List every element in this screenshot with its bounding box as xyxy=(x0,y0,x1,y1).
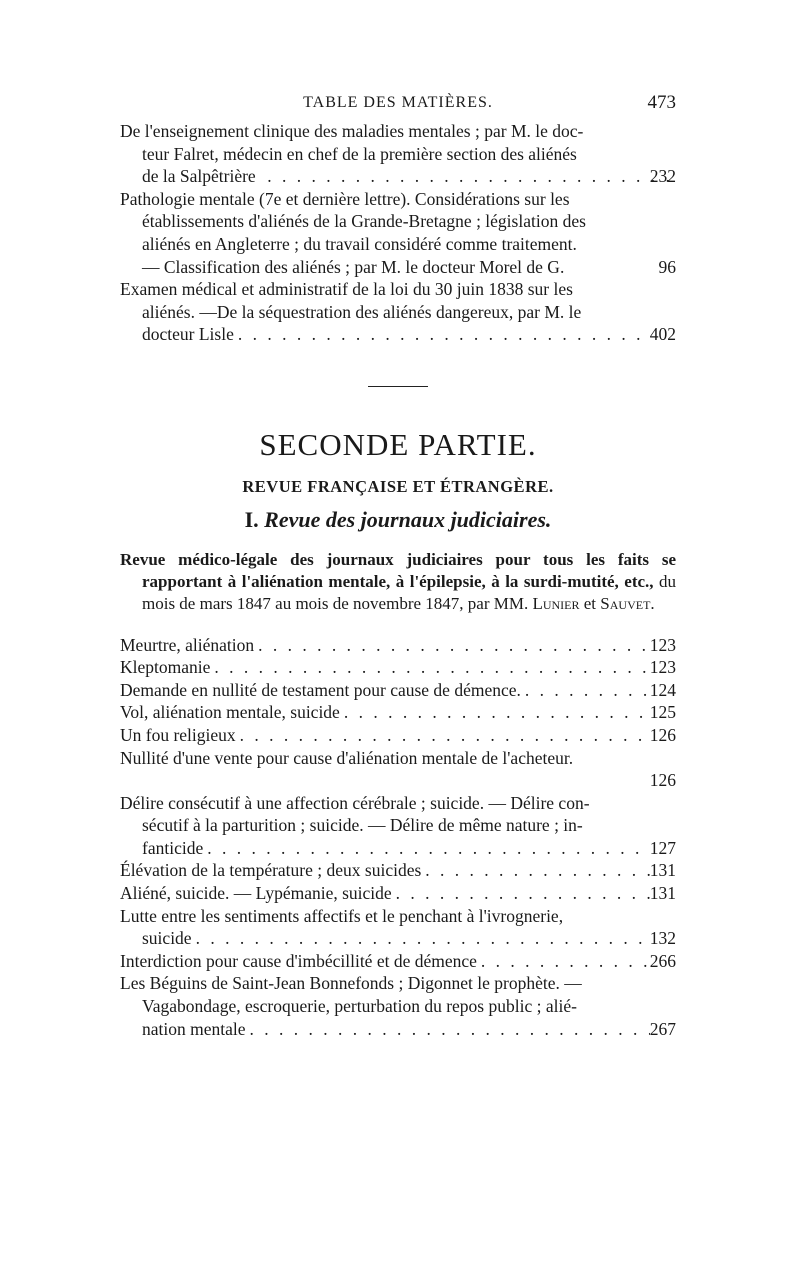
description-bold: Revue médico-légale des journaux judiciaires pour tous les faits se rapportant à l'aliénation mentale, à l'épilepsie, à la surdi-mutité, etc., xyxy=(120,549,676,592)
toc-line: établissements d'aliénés de la Grande-Bretagne ; législation des xyxy=(142,211,586,232)
toc-entry xyxy=(120,634,676,657)
toc-line: teur Falret, médecin en chef de la première section des aliénés xyxy=(142,143,577,164)
toc-line: sécutif à la parturition ; suicide. — Délire de même nature ; in- xyxy=(142,815,583,836)
toc-line-text: Kleptomanie xyxy=(120,657,211,678)
toc-line: De l'enseignement clinique des maladies mentales ; par M. le doc- xyxy=(120,121,584,141)
leader-dots xyxy=(521,679,650,702)
toc-entry xyxy=(120,950,676,973)
leader-dots xyxy=(254,634,650,657)
toc-entry xyxy=(120,278,676,346)
toc-line-text: docteur Lisle xyxy=(142,324,234,345)
toc-leader-row xyxy=(120,256,676,279)
toc-entry xyxy=(120,724,676,747)
leader-dots xyxy=(203,837,650,860)
toc-line: Lutte entre les sentiments affectifs et le penchant à l'ivrognerie, xyxy=(120,905,564,926)
toc-leader-row xyxy=(120,701,676,724)
toc-page: 132 xyxy=(649,928,676,949)
toc-entry xyxy=(120,120,676,188)
toc-leader-row xyxy=(120,323,676,346)
toc-line-text: de la Salpêtrière xyxy=(142,166,256,187)
toc-entry xyxy=(120,972,676,1040)
toc-line-text: Interdiction pour cause d'imbécillité et de démence xyxy=(120,950,477,971)
section-title: Revue des journaux judiciaires. xyxy=(264,506,552,532)
toc-line-text: suicide xyxy=(142,928,192,949)
description-text: du mois de mars 1847 au mois de novembre 1847, par MM. xyxy=(142,572,677,614)
toc-page: 124 xyxy=(649,679,676,700)
author-name: Sauvet xyxy=(600,594,651,614)
toc-leader-row xyxy=(120,679,676,702)
toc-page: 96 xyxy=(658,256,676,277)
toc-line: Nullité d'une vente pour cause d'aliénation mentale de l'acheteur. xyxy=(120,747,574,768)
toc-leader-row xyxy=(120,656,676,679)
toc-leader-row xyxy=(142,165,676,188)
toc-entry xyxy=(120,747,676,792)
toc-page: 131 xyxy=(649,883,676,904)
part-title: SECONDE PARTIE. xyxy=(259,426,537,462)
toc-first-part xyxy=(120,120,676,346)
leader-dots xyxy=(421,859,649,882)
toc-page: 125 xyxy=(649,702,676,723)
toc-line: Examen médical et administratif de la loi du 30 juin 1838 sur les xyxy=(120,279,573,300)
section-heading xyxy=(120,507,676,533)
toc-entry xyxy=(120,905,676,950)
toc-line-text: Un fou religieux xyxy=(120,724,236,745)
leader-dots xyxy=(392,882,650,905)
section-description xyxy=(120,549,676,616)
toc-entry xyxy=(120,188,676,278)
toc-leader-row xyxy=(120,837,676,860)
section-divider xyxy=(368,386,428,387)
toc-entry-list xyxy=(120,634,676,1041)
toc-line-text: nation mentale xyxy=(142,1018,246,1039)
toc-page: 131 xyxy=(649,860,676,881)
leader-dots xyxy=(234,323,650,346)
toc-entry xyxy=(120,656,676,679)
running-title: TABLE DES MATIÈRES. xyxy=(303,94,493,111)
toc-leader-row xyxy=(120,927,676,950)
toc-leader-row xyxy=(120,634,676,657)
toc-page: 127 xyxy=(649,837,676,858)
leader-dots xyxy=(246,1018,650,1041)
toc-line-text: Aliéné, suicide. — Lypémanie, suicide xyxy=(120,883,392,904)
revue-title: REVUE FRANÇAISE ET ÉTRANGÈRE. xyxy=(242,476,554,496)
toc-page: 126 xyxy=(649,770,676,791)
toc-line: Les Béguins de Saint-Jean Bonnefonds ; Digonnet le prophète. — xyxy=(120,973,582,994)
toc-entry xyxy=(120,792,676,860)
toc-page: 123 xyxy=(649,634,676,655)
toc-page: 123 xyxy=(649,657,676,678)
toc-page: 126 xyxy=(649,724,676,745)
toc-line: Délire consécutif à une affection cérébrale ; suicide. — Délire con- xyxy=(120,792,590,813)
page-number: 473 xyxy=(647,92,676,113)
author-name: Lunier xyxy=(532,594,580,614)
toc-line-text: fanticide xyxy=(142,837,204,858)
description-end: . xyxy=(650,594,655,614)
toc-line: aliénés. —De la séquestration des aliénés dangereux, par M. le xyxy=(142,301,582,322)
toc-page: 266 xyxy=(649,950,676,971)
toc-line: Pathologie mentale (7e et dernière lettre). Considérations sur les xyxy=(120,188,570,209)
toc-line: Vagabondage, escroquerie, perturbation du repos public ; alié- xyxy=(142,996,577,1017)
toc-page: 402 xyxy=(649,324,676,345)
toc-leader-row xyxy=(120,882,676,905)
toc-line: aliénés en Angleterre ; du travail considéré comme traitement. xyxy=(142,233,577,254)
leader-dots xyxy=(256,165,672,188)
leader-dots xyxy=(477,950,650,973)
toc-leader-row xyxy=(120,950,676,973)
toc-leader-row xyxy=(120,1018,676,1041)
toc-page: 267 xyxy=(649,1018,676,1039)
toc-line-text: — Classification des aliénés ; par M. le docteur Morel de G. xyxy=(142,256,565,277)
toc-leader-row xyxy=(120,724,676,747)
page xyxy=(120,94,676,1040)
section-number: I. xyxy=(244,506,259,532)
toc-leader-row xyxy=(120,859,676,882)
toc-entry xyxy=(120,679,676,702)
toc-entry xyxy=(120,701,676,724)
leader-dots xyxy=(192,927,650,950)
toc-line-text: Vol, aliénation mentale, suicide xyxy=(120,702,340,723)
toc-line-text: Meurtre, aliénation xyxy=(120,634,255,655)
leader-dots xyxy=(210,656,649,679)
conjunction: et xyxy=(579,594,601,614)
toc-entry xyxy=(120,859,676,882)
leader-dots xyxy=(340,701,650,724)
toc-entry xyxy=(120,882,676,905)
leader-dots xyxy=(236,724,650,747)
running-header xyxy=(120,94,676,120)
toc-line-text: Demande en nullité de testament pour cause de démence. xyxy=(120,679,521,700)
toc-line-text: Élévation de la température ; deux suicides xyxy=(120,860,422,881)
toc-page: 232 xyxy=(649,166,676,187)
